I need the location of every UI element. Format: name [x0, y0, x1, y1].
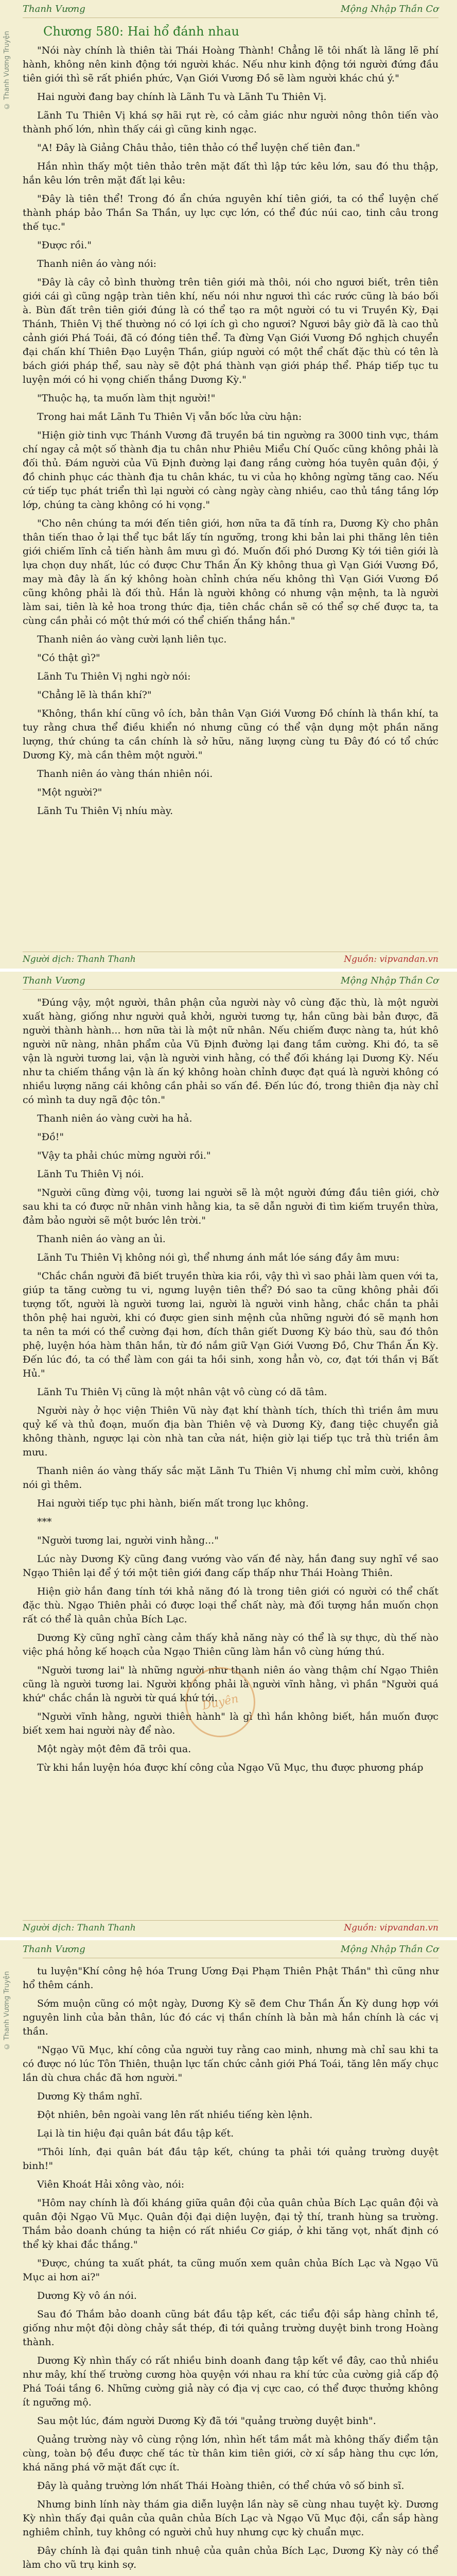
header-author: Thanh Vương: [23, 3, 85, 14]
footer-source: Nguồn: vipvandan.vn: [344, 954, 438, 964]
paragraph: Dương Kỳ thầm nghĩ.: [37, 2091, 143, 2102]
paragraph: Hai người đang bay chính là Lãnh Tu và Lãnh Tu Thiên Vị.: [37, 91, 327, 103]
page-footer: [23, 1920, 438, 1933]
paragraph: Lãnh Tu Thiên Vị khá sợ hãi rụt rè, có cảm giác như người nông thôn tiến vào thành phố lớn, nhìn thấy cái gì cũng kinh ngạc.: [23, 110, 438, 135]
chapter-title: Chương 580: Hai hổ đánh nhau: [43, 24, 239, 39]
paragraph: "Một người?": [37, 787, 102, 798]
paragraph: Một ngày một đêm đã trôi qua.: [37, 1743, 191, 1755]
paragraph: "Được, chúng ta xuất phát, ta cũng muốn xem quân chủa Bích Lạc và Ngạo Vũ Mục ai hơn ai?": [23, 2258, 438, 2283]
paragraph: "Đúng vậy, một người, thân phận của người này vô cùng đặc thù, là một người xuất hàng, giống như người quả khởi, người tương tự, hắn cũng bài bản được, đã người thành hành... hơn nữa tài là một nữ nhân. Nếu chiếm được nàng ta, hút khô người nữ nàng, nhân phẩm của Vũ Định đường lại đang tầm cường. Khi đó, ta sẽ vận là người tương lai, vận là người vinh hằng, có thể đối kháng lại Dương Kỳ. Nếu như ta chiếm thắng vận là ấn ký không hoàn chỉnh được đạt quá là người không có nhiều lượng năng cái không cần phải so vấn đề. Đến lúc đó, trong thiên địa này chỉ có mình ta duy ngã độc tôn.": [23, 997, 438, 1106]
paragraph: Đây chính là đại quân tinh nhuệ của quân chủa Bích Lạc, Dương Kỳ này có thể làm cho vũ trụ kinh sợ.: [23, 2545, 438, 2570]
page-footer: [23, 952, 438, 964]
paragraph: "Nói này chính là thiên tài Thái Hoàng Thành! Chẳng lẽ tôi nhất là lãng lẽ phí hành, không nên kinh động tới người khác. Nếu như kinh động tới người đứng đầu tiên giới thì sẽ rất phiền phức, Vạn Giới Vương Đồ sẽ làm người khác chú ý.": [23, 45, 438, 84]
paragraph: "Vậy ta phải chúc mừng người rồi.": [37, 1150, 211, 1161]
header-book-title: Mộng Nhập Thần Cơ: [341, 975, 438, 986]
paragraph: Từ khi hắn luyện hóa được khí công của Ngạo Vũ Mục, thu được phương pháp: [37, 1762, 424, 1773]
page-3: [0, 1937, 457, 2576]
footer-translator: Người dịch: Thanh Thanh: [23, 954, 136, 964]
paragraph: Sau đó Thắm bảo doanh cũng bát đầu tập kết, các tiểu đội sắp hàng chỉnh tề, giống như một đội dòng chảy sắt thép, đi tới quảng trường duyệt binh trong Hoàng thành.: [23, 2309, 438, 2348]
page-1-body: [23, 44, 438, 818]
paragraph: Đột nhiên, bên ngoài vang lên rất nhiều tiếng kèn lệnh.: [37, 2109, 313, 2121]
paragraph: ***: [37, 1516, 52, 1528]
watermark-stamp: Duyên: [179, 1660, 261, 1743]
paragraph: Dương Kỳ nhìn thấy có rất nhiều binh doanh đang tập kết về đây, cao thủ nhiều như mây, khí thế trường cương hòa quyện với nhau ra khí tức của cường giả cấp độ Phá Toái tầng 6. Những cường giả này có địa vị cực cao, có thể được thưởng không ít ngưỡng mộ.: [23, 2355, 438, 2408]
paragraph: Thanh niên áo vàng cười lạnh liên tục.: [37, 634, 227, 645]
paragraph: "Ngạo Vũ Mục, khí công của người tuy rằng cao minh, nhưng mà chỉ sau khi ta có được nó lúc Tôn Thiên, thuận lực tấn chức cảnh giới Phá Toái, tăng lên mấy chục lần dù chưa chắc đã hơn người.": [23, 2044, 438, 2083]
paragraph: "Chẳng lẽ là thần khí?": [37, 689, 152, 701]
header-book-title: Mộng Nhập Thần Cơ: [341, 3, 438, 14]
paragraph: "Người cũng đừng vội, tương lai người sẽ là một người đứng đầu tiên giới, chờ sau khi ta có được nữ nhân vinh hằng kia, ta sẽ dẫn người đi tìm kiếm truyền thừa, đảm bảo người sẽ một bước lên trời.": [23, 1187, 438, 1226]
paragraph: Hai người tiếp tục phi hành, biến mất trong lục không.: [37, 1498, 309, 1509]
paragraph: "Có thật gì?": [37, 652, 100, 664]
paragraph: "Người tương lai, người vinh hằng...": [37, 1535, 219, 1546]
paragraph: Thanh niên áo vàng thán nhiên nói.: [37, 768, 213, 779]
paragraph: Dương Kỳ cũng nghĩ càng cảm thấy khả năng này có thể là sự thực, dù thế nào việc phá hỏng kế hoạch của Ngạo Thiên cũng làm hắn vô cùng hứng thú.: [23, 1632, 438, 1657]
paragraph: "Thôi lính, đại quân bát đầu tập kết, chúng ta phải tới quảng trường duyệt binh!": [23, 2146, 438, 2172]
page-2: [0, 969, 457, 1937]
paragraph: "Người tương lai" là những người như thanh niên áo vàng thậm chí Ngạo Thiên cũng là người tương lai. Người không phải là người vĩnh hằng, vì phần "Người quá khứ" chắc chắn là người từ quá khứ tới.: [23, 1665, 438, 1704]
footer-source: Nguồn: vipvandan.vn: [344, 1923, 438, 1933]
paragraph: Thanh niên áo vàng an ủi.: [37, 1233, 166, 1245]
page-2-body: [23, 996, 438, 1775]
paragraph: Lại là tin hiệu đại quân bát đầu tập kết.: [37, 2128, 234, 2139]
paragraph: "Được rồi.": [37, 240, 92, 251]
page-3-body: [23, 1964, 438, 2576]
paragraph: Thanh niên áo vàng cười ha hả.: [37, 1113, 192, 1124]
paragraph: "A! Đây là Giảng Châu thảo, tiên thảo có thể luyện chế tiên đan.": [37, 142, 360, 154]
page-1: [0, 0, 457, 969]
header-book-title: Mộng Nhập Thần Cơ: [341, 1943, 438, 1955]
paragraph: Viên Khoát Hải xông vào, nói:: [37, 2179, 185, 2190]
side-watermark-label: © Thanh Vương Truyện: [3, 31, 11, 110]
paragraph: "Đồ!": [37, 1131, 64, 1143]
page-header: [23, 0, 438, 18]
paragraph: Lãnh Tu Thiên Vị không nói gì, thể nhưng ánh mắt lóe sáng đầy âm mưu:: [37, 1252, 400, 1263]
page-header: [23, 1940, 438, 1958]
paragraph: Người này ở học viện Thiên Vũ này đạt khí thành tích, thích thì triền âm mưu quỷ kế và thủ đoạn, muốn địa bàn Thiên vệ và Dương Kỳ, đang tiệc chuyển giả không thành, ngược lại còn nhà tan cửa nát, hiện giờ lại tiếp tục trả thù triền âm mưu.: [23, 1405, 438, 1458]
paragraph: "Người vĩnh hằng, người thiên hành" là gì thì hắn không biết, hắn muốn được biết xem hai người này để nào.: [23, 1711, 438, 1736]
paragraph: "Không, thần khí cũng vô ích, bản thân Vạn Giới Vương Đồ chính là thần khí, ta tuy rằng chưa thể điều khiển nó nhưng cũng có thể vận dụng một phần năng lượng, thứ chúng ta cần chính là sở hữu, năng lượng cùng tu Đây đó có tổ chức Dương Kỳ, mà cần thêm một người.": [23, 708, 438, 761]
paragraph: Thanh niên áo vàng nói:: [37, 258, 157, 269]
paragraph: Quảng trường này vô cùng rộng lớn, nhìn hết tầm mắt mà không thấy điểm tận cùng, toàn bộ đều được chế tác từ thân kim tiên giới, cờ xí sắp hàng thu cực lớn, khá năng phá vỡ mặt đất cực ít.: [23, 2434, 438, 2473]
paragraph: "Hiện giờ tinh vực Thánh Vương đã truyền bá tin ngường ra 3000 tinh vực, thám chí ngay cả một số thành địa tu chân như Phiêu Miểu Chí Quốc cũng không phải là đối thủ. Đám người của Vũ Định đường lại đang rắng cường hóa tuyên quân đội, ý đồ chinh phục các thành địa tu chân khác, tu vi của họ không ngừng tăng cao. Nếu cứ tiếp tục phát triển thì lại người có càng ngày càng nhiều, cao thủ tầng tầng lớp lớp, chúng ta càng không có hi vọng.": [23, 430, 438, 511]
paragraph: "Hôm nay chính là đối kháng giữa quân đội của quân chủa Bích Lạc quân đội và quân đội Ngạo Vũ Mục. Quân đội đại diện luyện, đại tỷ thí, tranh hùng sa trường. Thắm bảo doanh chúng ta hiện có rất nhiều Cơ giáp, ở khi tăng vọt, nhất định có thể kỳ khai đắc thắng.": [23, 2197, 438, 2250]
paragraph: Sớm muộn cũng có một ngày, Dương Kỳ sẽ đem Chư Thần Ấn Kỳ dung hợp với nguyên linh của bản thân, lúc đó các vị thần chính là bản mà hắn chính là các vị thần.: [23, 1998, 438, 2037]
paragraph: Lãnh Tu Thiên Vị nghi ngờ nói:: [37, 671, 191, 682]
paragraph: Thanh niên áo vàng thấy sắc mặt Lãnh Tu Thiên Vị nhưng chỉ mỉm cười, không nói gì thêm.: [23, 1465, 438, 1490]
page-header: [23, 972, 438, 990]
paragraph: Trong hai mắt Lãnh Tu Thiên Vị vẫn bốc lửa cừu hận:: [37, 411, 302, 422]
paragraph: "Cho nên chúng ta mới đến tiên giới, hơn nữa ta đã tính ra, Dương Kỳ cho phân thân tiến thao ở lại thể tục bắt lấy tín ngưỡng, trong khi bản lai phi thăng lên tiên giới chiếm lĩnh cả tiến hành âm mưu gì đó. Muốn đối phó Dương Kỳ tới tiên giới là lựa chọn duy nhất, lúc có được Chư Thần Ấn Kỳ không thua gì Vạn Giới Vương Đồ, may mà đây là ấn ký không hoàn chỉnh chứa nếu không thì Vạn Giới Vương Đồ cũng không phải là đối thủ. Hắn là người không có nhưng vận mệnh, ta là người làm sai, tiên là kẻ hoa trong thức địa, tiên chắc chắn sẽ có thể sợ chế được ta, ta cùng cần phải có một thứ mới có thể chiến thắng hắn.": [23, 518, 438, 626]
paragraph: "Đây là cây cỏ bình thường trên tiên giới mà thôi, nói cho ngươi biết, trên tiên giới cái gì cũng ngập tràn tiên khí, nếu nói như ngươi thì các rước cũng là báo bối à. Bùn đất trên tiên giới đúng là có thể tạo ra một người có tu vi Truyền Kỳ, Đại Thánh, Thiên Vị thế thường nó có lợi ích gì cho ngươi? Ngươi bây giờ đã là cao thủ cảnh giới Phá Toái, đã có đóng tiên thể. Ta đừng Vạn Giới Vương Đồ nghịch chuyển đại chấn khí Thiên Đạo Luyện Thần, giúp người có một thể chất đặc thù có tên là bách giới pháp thể, sau này sẽ đột phá thành vạn giới pháp thể. Pháp tiếp tục tu luyện mới có hi vọng chiến thắng Dương Kỳ.": [23, 277, 438, 385]
paragraph: "Thuộc hạ, ta muốn làm thịt người!": [37, 393, 216, 404]
header-author: Thanh Vương: [23, 1943, 85, 1955]
paragraph: Nhưng binh lính này thám gia diễn luyện lần này sẽ cùng nhau tuyệt kỳ. Dương Kỳ nhìn thấy đại quân của quân chủa Bích Lạc và Ngạo Vũ Mục đội, cẩn sắp hàng nghiêm chỉnh, tuy không có người chủ huy nhưng cực kỳ chuẩn mực.: [23, 2499, 438, 2538]
paragraph: "Chắc chắn người đã biết truyền thừa kia rồi, vậy thì vì sao phải làm quen với ta, giúp ta tăng cường tu vi, ngưng luyện tiên thể? Đó sao ta cũng không phải đối tượng tốt, người là người tương lai, người là người vinh hằng, chắc chắn ta phải thôn phệ hai người, khi có được gien sinh mệnh của những người đó sẽ mạnh hơn ta nên ta mới có thể cường đại hơn, đích thân giết Dương Kỳ báo thù, sau đó thôn phệ, luyện hóa hàm thân hắn, từ đó nắm giữ Vạn Giới Vương Đồ, Chư Thần Ấn Kỳ. Đến lúc đó, ta có thể làm con gái ta hồi sinh, xong hẳn vò, cơ, đạt tới thần vị Bất Hủ.": [23, 1270, 438, 1379]
paragraph: "Đây là tiên thể! Trong đó ẩn chứa nguyên khí tiên giới, ta có thể luyện chế thành pháp bảo Thần Sa Thần, uy lực cực lớn, có thể đúc núi cao, tinh câu trong thế tục.": [23, 193, 438, 232]
side-watermark-label: © Thanh Vương Truyện: [3, 1971, 11, 2050]
paragraph: tu luyện"Khí công hệ hóa Trung Ương Đại Phạm Thiên Phật Thần" thì cũng như hổ thêm cánh.: [23, 1965, 438, 1991]
paragraph: Hiện giờ hắn đang tính tới khả năng đó là trong tiên giới có người có thể chất đặc thù. Ngạo Thiên phải có được loại thể chất này, mà đối tượng hắn muốn chọn rất có thể là quân chủa Bích Lạc.: [23, 1586, 438, 1625]
paragraph: Lãnh Tu Thiên Vị cũng là một nhân vật vô cùng có dã tâm.: [37, 1386, 327, 1398]
paragraph: Lãnh Tu Thiên Vị nói.: [37, 1168, 144, 1180]
paragraph: Lúc này Dương Kỳ cũng đang vướng vào vấn đề này, hắn đang suy nghĩ về sao Ngạo Thiên lại để ý tới một tiên giới đang cấp thấp như Thái Hoàng Thiên.: [23, 1553, 438, 1579]
header-author: Thanh Vương: [23, 975, 85, 986]
paragraph: Sau một lúc, đám người Dương Kỳ đã tới "quảng trường duyệt binh".: [37, 2415, 376, 2427]
footer-translator: Người dịch: Thanh Thanh: [23, 1923, 136, 1933]
paragraph: Đây là quảng trường lớn nhất Thái Hoàng thiên, có thể chứa vô số binh sĩ.: [37, 2480, 405, 2492]
paragraph: Lãnh Tu Thiên Vị nhíu mày.: [37, 805, 173, 817]
paragraph: Hắn nhìn thấy một tiên thảo trên mặt đất thì lập tức kêu lớn, sau đó thu thập, hắn kêu lớn trên mặt đất lại kêu:: [23, 161, 438, 186]
paragraph: Dương Kỳ vô án nói.: [37, 2290, 137, 2301]
